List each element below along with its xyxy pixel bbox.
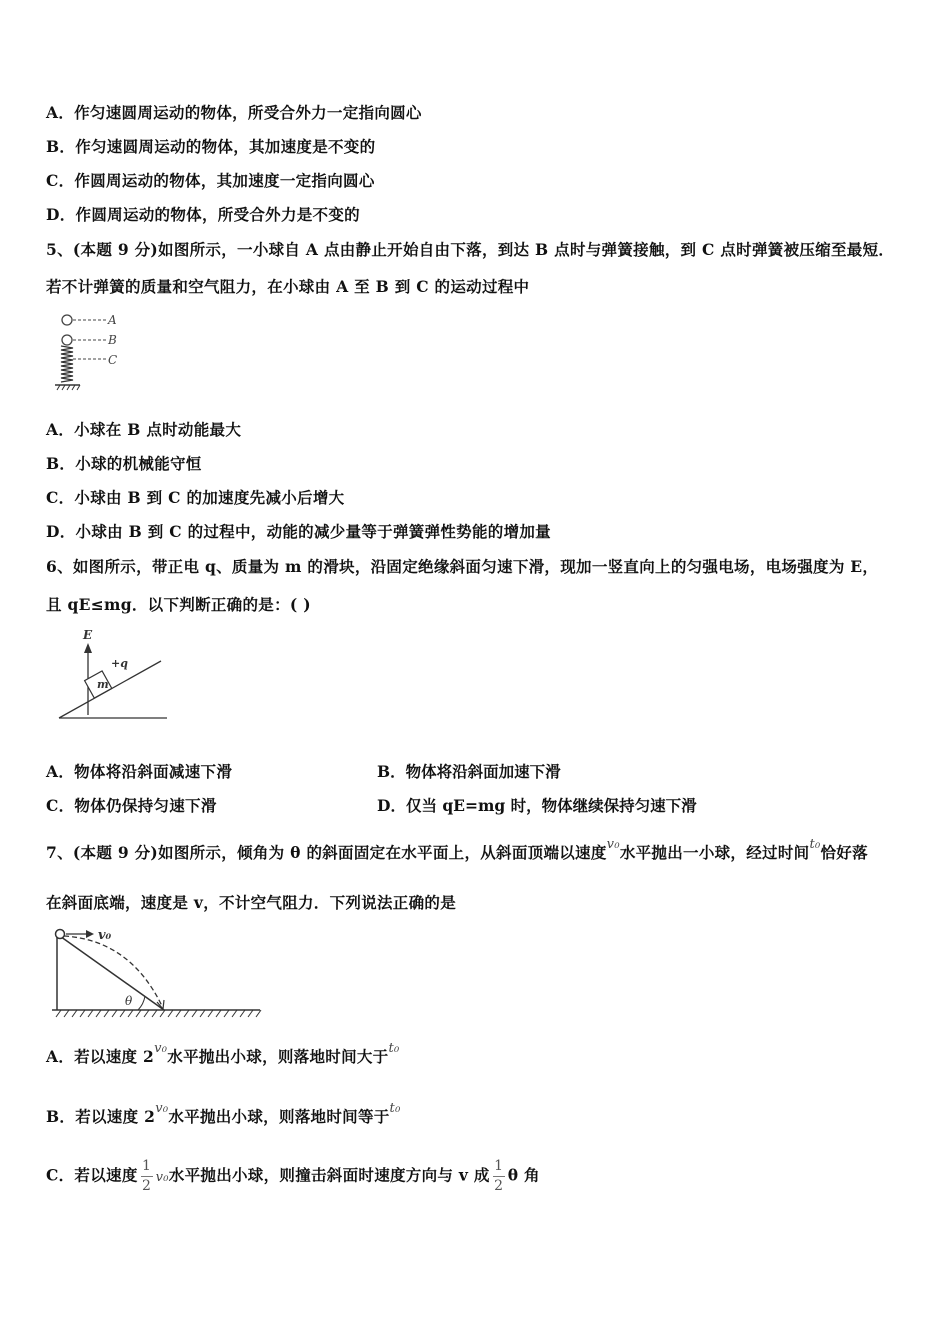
q7-option-c-part2: 水平抛出小球，则撞击斜面时速度方向与 v 成 <box>168 1165 490 1185</box>
q6-stem-line2: 且 qE≤mg．以下判断正确的是：( ) <box>46 595 311 614</box>
q7-stem-part3: 恰好落 <box>820 843 868 862</box>
q5-option-c: C．小球由 B 到 C 的加速度先减小后增大 <box>46 488 345 507</box>
q6-option-b: B．物体将沿斜面加速下滑 <box>377 762 561 781</box>
q7-option-a-t0: t₀ <box>388 1041 400 1056</box>
prev-option-d: D．作圆周运动的物体，所受合外力是不变的 <box>46 205 360 224</box>
q7-stem-line1 <box>46 837 868 863</box>
q6-stem-line1: 6、如图所示，带正电 q、质量为 m 的滑块，沿固定绝缘斜面匀速下滑，现加一竖直向上的匀强电场，电场强度为 E， <box>46 557 879 576</box>
prev-option-b: B．作匀速圆周运动的物体，其加速度是不变的 <box>46 137 376 156</box>
q6-option-d: D．仅当 qE=mg 时，物体继续保持匀速下滑 <box>377 796 697 815</box>
q7-label-v0: v₀ <box>98 928 112 943</box>
q5-label-b: B <box>108 333 117 347</box>
q5-label-a: A <box>108 313 117 327</box>
q7-option-b-part1: B．若以速度 2 <box>46 1107 156 1126</box>
q7-stem-line2: 在斜面底端，速度是 v，不计空气阻力．下列说法正确的是 <box>46 893 457 912</box>
q5-stem-line1: 5、(本题 9 分)如图所示，一小球自 A 点由静止开始自由下落，到达 B 点时与弹簧接触，到 C 点时弹簧被压缩至最短． <box>46 240 895 259</box>
q7-option-c-fraction1: $\frac{1}{2}$ <box>142 1158 152 1194</box>
q6-label-e: E <box>83 628 93 642</box>
q7-option-a <box>46 1041 400 1067</box>
q7-option-b-v0: v₀ <box>155 1101 169 1116</box>
q6-label-m: m <box>97 678 109 691</box>
q7-label-theta: θ <box>125 994 133 1008</box>
q5-label-c: C <box>108 353 118 367</box>
q7-option-c-fraction2: $\frac{1}{2}$ <box>494 1158 504 1194</box>
q7-option-b-part2: 水平抛出小球，则落地时间等于 <box>168 1107 390 1126</box>
q7-option-a-part1: A．若以速度 2 <box>46 1047 155 1066</box>
q7-symbol-t0: t₀ <box>809 837 821 852</box>
q7-stem-part1: 7、(本题 9 分)如图所示，倾角为 θ 的斜面固定在水平面上，从斜面顶端以速度 <box>46 843 607 862</box>
q7-option-a-v0: v₀ <box>154 1041 168 1056</box>
q6-option-a: A．物体将沿斜面减速下滑 <box>46 762 233 781</box>
prev-option-c: C．作圆周运动的物体，其加速度一定指向圆心 <box>46 171 375 190</box>
q5-spring-figure <box>50 308 125 392</box>
q7-option-c-v0: v₀ <box>155 1169 169 1185</box>
q7-option-c-part1: C．若以速度 <box>46 1165 138 1185</box>
q7-option-a-part2: 水平抛出小球，则落地时间大于 <box>167 1047 389 1066</box>
q5-option-d: D．小球由 B 到 C 的过程中，动能的减少量等于弹簧弹性势能的增加量 <box>46 522 551 541</box>
q7-option-c-part3: θ 角 <box>507 1165 540 1185</box>
q7-projectile-figure <box>52 924 264 1020</box>
q7-stem-part2: 水平抛出一小球，经过时间 <box>619 843 810 862</box>
q6-option-c: C．物体仍保持匀速下滑 <box>46 796 217 815</box>
q7-option-b-t0: t₀ <box>389 1101 401 1116</box>
q7-symbol-v0: v₀ <box>606 837 620 852</box>
q5-option-b: B．小球的机械能守恒 <box>46 454 202 473</box>
q5-option-a: A．小球在 B 点时动能最大 <box>46 420 242 439</box>
q7-option-b <box>46 1101 401 1127</box>
q7-option-c <box>46 1158 540 1195</box>
q6-label-q: +q <box>111 657 128 670</box>
q5-stem-line2: 若不计弹簧的质量和空气阻力，在小球由 A 至 B 到 C 的运动过程中 <box>46 277 530 296</box>
q6-incline-figure <box>55 625 170 723</box>
prev-option-a: A．作匀速圆周运动的物体，所受合外力一定指向圆心 <box>46 103 422 122</box>
